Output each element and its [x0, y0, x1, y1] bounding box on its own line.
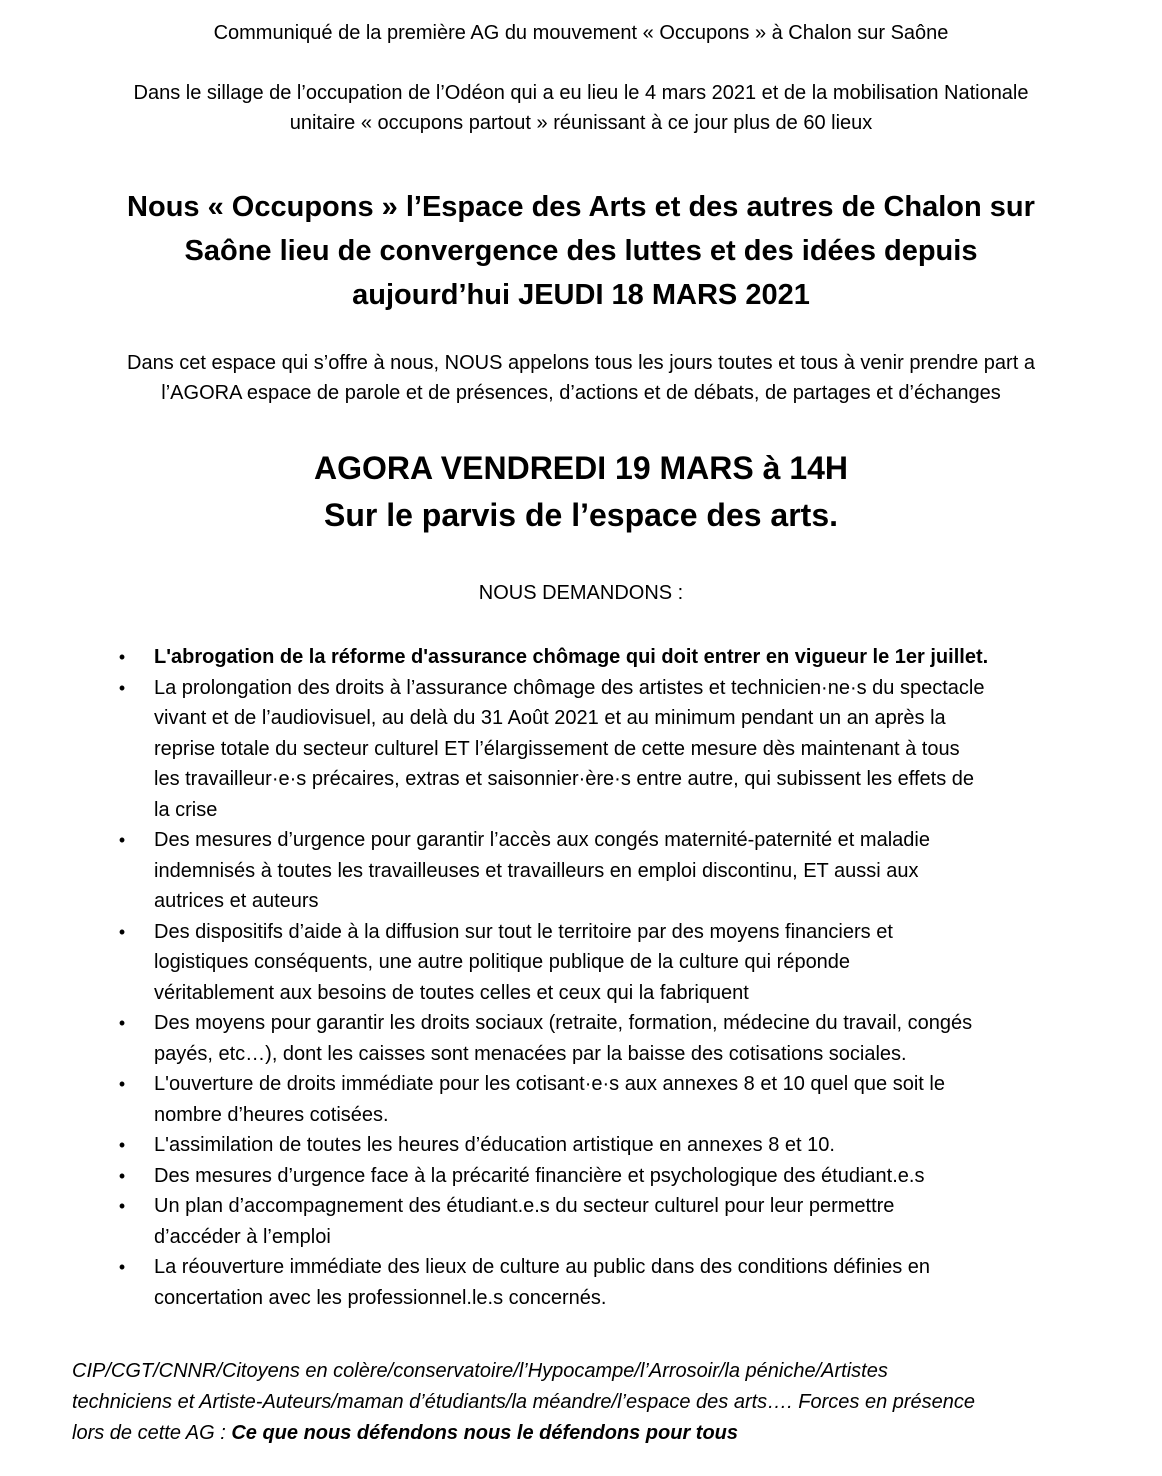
footer-line-3-prefix: lors de cette AG : — [72, 1422, 232, 1444]
demand-line: La prolongation des droits à l’assurance chômage des artistes et technicien·ne·s du spectacle — [154, 676, 985, 699]
agora-date-line: AGORA VENDREDI 19 MARS à 14H — [313, 450, 849, 486]
demand-line: L'abrogation de la réforme d'assurance chômage qui doit entrer en vigueur le 1er juillet. — [154, 646, 989, 668]
footer-line-3 — [72, 1418, 1112, 1449]
demand-line: Des mesures d’urgence face à la précarité financière et psychologique des étudiant.e.s — [154, 1164, 925, 1187]
demands-list — [112, 642, 1112, 1313]
demand-line: d’accéder à l’emploi — [154, 1225, 331, 1248]
headline-line-2: Saône lieu de convergence des luttes et des idées depuis — [184, 235, 978, 267]
context-line-1: Dans le sillage de l’occupation de l’Odéon qui a eu lieu le 4 mars 2021 et de la mobilisation Nationale — [133, 82, 1029, 104]
demand-line: reprise totale du secteur culturel ET l’élargissement de cette mesure dès maintenant à tous — [154, 737, 960, 760]
demand-item — [112, 917, 1112, 1009]
intro-line-2: l’AGORA espace de parole et de présences, d’actions et de débats, de partages et d’échanges — [161, 382, 1001, 404]
bullet-icon: • — [118, 1013, 126, 1033]
main-headline — [60, 185, 1102, 317]
demand-line: L'assimilation de toutes les heures d’éducation artistique en annexes 8 et 10. — [154, 1134, 835, 1156]
demand-line: logistiques conséquents, une autre politique publique de la culture qui réponde — [154, 951, 851, 973]
demand-line: vivant et de l’audiovisuel, au delà du 31 Août 2021 et au minimum pendant un an après la — [154, 707, 946, 729]
demand-line: Des moyens pour garantir les droits sociaux (retraite, formation, médecine du travail, congés — [154, 1012, 973, 1034]
demand-item — [112, 673, 1112, 826]
demand-item — [112, 1161, 1112, 1192]
demand-line: payés, etc…), dont les caisses sont menacées par la baisse des cotisations sociales. — [154, 1042, 907, 1065]
demand-line: véritablement aux besoins de toutes celles et ceux qui la fabriquent — [154, 981, 749, 1004]
demands-heading-text: NOUS DEMANDONS : — [478, 582, 684, 604]
agora-announcement — [60, 445, 1102, 539]
headline-line-1: Nous « Occupons » l’Espace des Arts et des autres de Chalon sur — [127, 191, 1035, 223]
demand-item — [112, 1252, 1112, 1313]
signatories-footer — [72, 1356, 1112, 1449]
demand-line: L'ouverture de droits immédiate pour les cotisant·e·s aux annexes 8 et 10 quel que soit le — [154, 1073, 945, 1095]
bullet-icon: • — [118, 1165, 126, 1186]
context-paragraph — [40, 78, 1122, 138]
bullet-icon: • — [118, 1074, 126, 1094]
demand-item — [112, 1130, 1112, 1161]
demand-line: concertation avec les professionnel.le.s concernés. — [154, 1286, 607, 1309]
communique-line: Communiqué de la première AG du mouvement « Occupons » à Chalon sur Saône — [213, 22, 949, 44]
bullet-icon: • — [118, 1196, 126, 1216]
communique-title — [40, 18, 1122, 48]
demand-line: Un plan d’accompagnement des étudiant.e.s du secteur culturel pour leur permettre — [154, 1195, 895, 1217]
context-line-2: unitaire « occupons partout » réunissant à ce jour plus de 60 lieux — [289, 112, 873, 134]
demand-line: La réouverture immédiate des lieux de culture au public dans des conditions définies en — [154, 1256, 931, 1278]
demand-line: Des mesures d’urgence pour garantir l’accès aux congés maternité-paternité et maladie — [154, 829, 930, 851]
demand-line: Des dispositifs d’aide à la diffusion sur tout le territoire par des moyens financiers et — [154, 920, 893, 943]
demand-item — [112, 1191, 1112, 1252]
demand-item — [112, 1008, 1112, 1069]
intro-line-1: Dans cet espace qui s’offre à nous, NOUS appelons tous les jours toutes et tous à venir prendre part a — [127, 352, 1035, 374]
demand-item — [112, 825, 1112, 917]
bullet-icon: • — [118, 830, 126, 850]
demand-item — [112, 1069, 1112, 1130]
demand-line: autrices et auteurs — [154, 890, 319, 912]
agora-location-line: Sur le parvis de l’espace des arts. — [323, 497, 839, 533]
demand-line: les travailleur·e·s précaires, extras et saisonnier·ère·s entre autre, qui subissent les effets de — [154, 768, 975, 790]
footer-motto: Ce que nous défendons nous le défendons pour tous — [231, 1422, 739, 1444]
bullet-icon: • — [118, 647, 126, 667]
intro-paragraph — [40, 348, 1122, 408]
demand-line: nombre d’heures cotisées. — [154, 1103, 389, 1126]
demand-line: indemnisés à toutes les travailleuses et travailleurs en emploi discontinu, ET aussi aux — [154, 859, 919, 882]
footer-line-1: CIP/CGT/CNNR/Citoyens en colère/conservatoire/l’Hypocampe/l’Arrosoir/la péniche/Artistes — [72, 1360, 888, 1382]
bullet-icon: • — [118, 677, 126, 698]
demands-heading — [40, 578, 1122, 608]
bullet-icon: • — [118, 1257, 126, 1277]
demand-item — [112, 642, 1112, 673]
demand-line: la crise — [154, 798, 218, 821]
bullet-icon: • — [118, 1135, 126, 1155]
bullet-icon: • — [118, 921, 126, 942]
footer-line-2: techniciens et Artiste-Auteurs/maman d’étudiants/la méandre/l’espace des arts…. Forces en présence — [72, 1391, 976, 1413]
headline-line-3: aujourd’hui JEUDI 18 MARS 2021 — [352, 279, 810, 311]
